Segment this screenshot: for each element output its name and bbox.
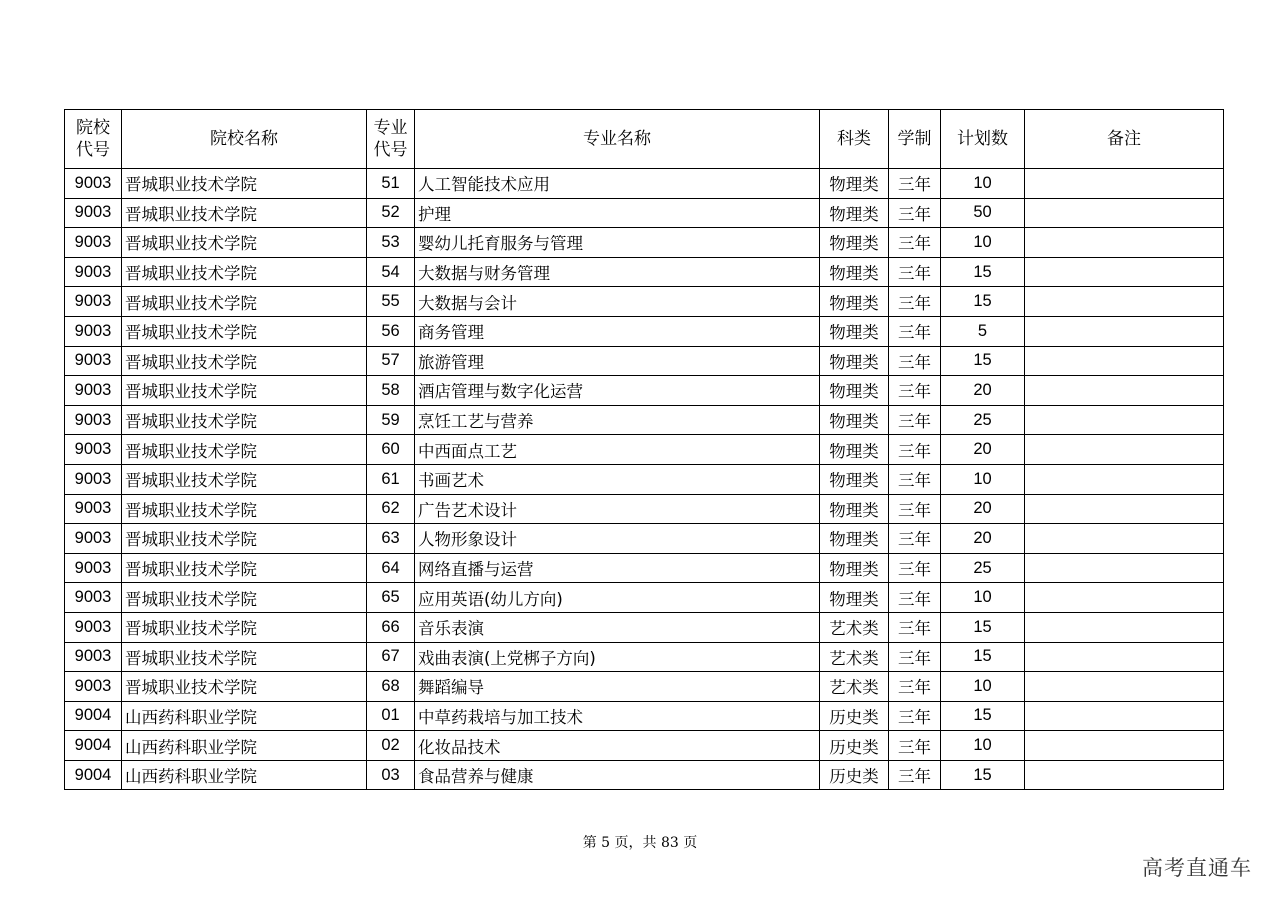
- table-row: [65, 287, 1224, 317]
- cell-school-name: 晋城职业技术学院: [122, 464, 367, 494]
- cell-category: 物理类: [820, 435, 889, 465]
- cell-school-code: 9004: [65, 731, 122, 761]
- cell-major-name: 婴幼儿托育服务与管理: [415, 228, 820, 258]
- cell-duration: 三年: [889, 435, 941, 465]
- cell-school-code: 9003: [65, 435, 122, 465]
- cell-major-code: 64: [367, 553, 415, 583]
- table-row: [65, 583, 1224, 613]
- cell-school-name: 晋城职业技术学院: [122, 553, 367, 583]
- cell-duration: 三年: [889, 287, 941, 317]
- cell-duration: 三年: [889, 346, 941, 376]
- cell-category: 物理类: [820, 346, 889, 376]
- cell-school-name: 晋城职业技术学院: [122, 612, 367, 642]
- cell-category: 物理类: [820, 494, 889, 524]
- cell-major-code: 62: [367, 494, 415, 524]
- cell-major-name: 应用英语(幼儿方向): [415, 583, 820, 613]
- cell-category: 物理类: [820, 553, 889, 583]
- cell-duration: 三年: [889, 228, 941, 258]
- cell-school-code: 9003: [65, 524, 122, 554]
- cell-plan: 10: [941, 672, 1025, 702]
- cell-school-code: 9003: [65, 405, 122, 435]
- cell-plan: 50: [941, 198, 1025, 228]
- cell-duration: 三年: [889, 257, 941, 287]
- cell-duration: 三年: [889, 612, 941, 642]
- cell-school-code: 9003: [65, 287, 122, 317]
- header-school-code-line1: 院校: [76, 118, 110, 138]
- cell-major-name: 中草药栽培与加工技术: [415, 701, 820, 731]
- cell-major-code: 59: [367, 405, 415, 435]
- header-note: 备注: [1025, 110, 1224, 169]
- cell-major-code: 56: [367, 316, 415, 346]
- table-body: [65, 169, 1224, 790]
- cell-duration: 三年: [889, 760, 941, 790]
- cell-note: [1025, 494, 1224, 524]
- cell-note: [1025, 316, 1224, 346]
- cell-major-name: 书画艺术: [415, 464, 820, 494]
- table-row: [65, 316, 1224, 346]
- cell-major-name: 人物形象设计: [415, 524, 820, 554]
- table-row: [65, 346, 1224, 376]
- cell-school-name: 山西药科职业学院: [122, 731, 367, 761]
- header-major-code-line1: 专业: [373, 118, 408, 138]
- cell-school-code: 9003: [65, 612, 122, 642]
- header-school-code: [65, 110, 122, 169]
- cell-category: 物理类: [820, 405, 889, 435]
- cell-major-code: 60: [367, 435, 415, 465]
- cell-plan: 10: [941, 731, 1025, 761]
- table-row: [65, 701, 1224, 731]
- cell-major-code: 01: [367, 701, 415, 731]
- cell-major-name: 网络直播与运营: [415, 553, 820, 583]
- cell-school-code: 9003: [65, 553, 122, 583]
- cell-note: [1025, 612, 1224, 642]
- table-row: [65, 198, 1224, 228]
- cell-major-name: 食品营养与健康: [415, 760, 820, 790]
- cell-school-code: 9003: [65, 169, 122, 199]
- cell-major-code: 03: [367, 760, 415, 790]
- cell-duration: 三年: [889, 731, 941, 761]
- header-major-code: [367, 110, 415, 169]
- cell-note: [1025, 257, 1224, 287]
- cell-school-code: 9003: [65, 672, 122, 702]
- cell-plan: 10: [941, 169, 1025, 199]
- table-row: [65, 672, 1224, 702]
- cell-note: [1025, 435, 1224, 465]
- cell-school-name: 晋城职业技术学院: [122, 642, 367, 672]
- table-row: [65, 760, 1224, 790]
- cell-major-code: 68: [367, 672, 415, 702]
- table-row: [65, 612, 1224, 642]
- cell-category: 物理类: [820, 169, 889, 199]
- header-major-name: 专业名称: [415, 110, 820, 169]
- cell-note: [1025, 524, 1224, 554]
- cell-plan: 20: [941, 435, 1025, 465]
- cell-major-code: 55: [367, 287, 415, 317]
- cell-school-code: 9003: [65, 228, 122, 258]
- cell-major-name: 商务管理: [415, 316, 820, 346]
- cell-major-code: 52: [367, 198, 415, 228]
- cell-school-code: 9003: [65, 583, 122, 613]
- cell-school-code: 9003: [65, 642, 122, 672]
- header-school-code-line2: 代号: [76, 140, 110, 160]
- table-row: [65, 494, 1224, 524]
- cell-school-name: 山西药科职业学院: [122, 760, 367, 790]
- cell-plan: 15: [941, 642, 1025, 672]
- cell-major-name: 人工智能技术应用: [415, 169, 820, 199]
- cell-note: [1025, 376, 1224, 406]
- cell-school-code: 9004: [65, 760, 122, 790]
- cell-school-name: 晋城职业技术学院: [122, 287, 367, 317]
- cell-major-code: 57: [367, 346, 415, 376]
- cell-category: 历史类: [820, 760, 889, 790]
- header-school-name: 院校名称: [122, 110, 367, 169]
- cell-school-name: 晋城职业技术学院: [122, 672, 367, 702]
- cell-category: 物理类: [820, 198, 889, 228]
- table-row: [65, 257, 1224, 287]
- cell-major-name: 戏曲表演(上党梆子方向): [415, 642, 820, 672]
- table-row: [65, 169, 1224, 199]
- cell-major-name: 大数据与会计: [415, 287, 820, 317]
- cell-plan: 20: [941, 494, 1025, 524]
- header-duration: 学制: [889, 110, 941, 169]
- table-row: [65, 731, 1224, 761]
- cell-major-code: 66: [367, 612, 415, 642]
- cell-category: 物理类: [820, 316, 889, 346]
- table-row: [65, 524, 1224, 554]
- cell-duration: 三年: [889, 169, 941, 199]
- cell-school-code: 9003: [65, 464, 122, 494]
- cell-note: [1025, 701, 1224, 731]
- cell-major-code: 51: [367, 169, 415, 199]
- cell-major-code: 58: [367, 376, 415, 406]
- cell-school-name: 晋城职业技术学院: [122, 198, 367, 228]
- cell-note: [1025, 731, 1224, 761]
- cell-plan: 15: [941, 346, 1025, 376]
- cell-note: [1025, 553, 1224, 583]
- cell-plan: 25: [941, 405, 1025, 435]
- cell-school-name: 山西药科职业学院: [122, 701, 367, 731]
- cell-school-name: 晋城职业技术学院: [122, 346, 367, 376]
- cell-plan: 15: [941, 257, 1025, 287]
- cell-plan: 10: [941, 464, 1025, 494]
- cell-plan: 15: [941, 701, 1025, 731]
- cell-duration: 三年: [889, 701, 941, 731]
- cell-category: 物理类: [820, 583, 889, 613]
- cell-category: 艺术类: [820, 672, 889, 702]
- cell-major-code: 54: [367, 257, 415, 287]
- cell-note: [1025, 287, 1224, 317]
- cell-plan: 10: [941, 583, 1025, 613]
- cell-category: 物理类: [820, 524, 889, 554]
- cell-plan: 20: [941, 524, 1025, 554]
- cell-duration: 三年: [889, 524, 941, 554]
- cell-major-code: 53: [367, 228, 415, 258]
- cell-note: [1025, 464, 1224, 494]
- table-row: [65, 464, 1224, 494]
- cell-school-name: 晋城职业技术学院: [122, 257, 367, 287]
- cell-major-name: 舞蹈编导: [415, 672, 820, 702]
- header-major-code-line2: 代号: [373, 140, 408, 160]
- cell-major-code: 61: [367, 464, 415, 494]
- cell-school-name: 晋城职业技术学院: [122, 494, 367, 524]
- page-number: 第 5 页，共 83 页: [582, 835, 698, 851]
- cell-duration: 三年: [889, 376, 941, 406]
- cell-major-name: 旅游管理: [415, 346, 820, 376]
- cell-school-name: 晋城职业技术学院: [122, 169, 367, 199]
- cell-category: 历史类: [820, 701, 889, 731]
- cell-plan: 5: [941, 316, 1025, 346]
- cell-plan: 20: [941, 376, 1025, 406]
- watermark-text: 高考直通车: [1142, 856, 1252, 880]
- cell-note: [1025, 228, 1224, 258]
- cell-category: 物理类: [820, 228, 889, 258]
- table-header-row: [65, 110, 1224, 169]
- cell-duration: 三年: [889, 198, 941, 228]
- cell-duration: 三年: [889, 642, 941, 672]
- cell-category: 物理类: [820, 257, 889, 287]
- cell-school-code: 9003: [65, 494, 122, 524]
- cell-major-name: 护理: [415, 198, 820, 228]
- cell-plan: 25: [941, 553, 1025, 583]
- cell-major-code: 65: [367, 583, 415, 613]
- cell-school-name: 晋城职业技术学院: [122, 524, 367, 554]
- cell-major-name: 大数据与财务管理: [415, 257, 820, 287]
- cell-duration: 三年: [889, 494, 941, 524]
- cell-duration: 三年: [889, 553, 941, 583]
- enrollment-plan-table: [64, 109, 1224, 790]
- cell-school-name: 晋城职业技术学院: [122, 228, 367, 258]
- cell-note: [1025, 346, 1224, 376]
- cell-major-name: 烹饪工艺与营养: [415, 405, 820, 435]
- cell-school-name: 晋城职业技术学院: [122, 316, 367, 346]
- cell-major-name: 酒店管理与数字化运营: [415, 376, 820, 406]
- cell-duration: 三年: [889, 672, 941, 702]
- cell-duration: 三年: [889, 316, 941, 346]
- cell-duration: 三年: [889, 583, 941, 613]
- table-row: [65, 376, 1224, 406]
- table-row: [65, 228, 1224, 258]
- cell-school-code: 9003: [65, 346, 122, 376]
- cell-category: 物理类: [820, 464, 889, 494]
- header-plan: 计划数: [941, 110, 1025, 169]
- cell-plan: 15: [941, 612, 1025, 642]
- header-category: 科类: [820, 110, 889, 169]
- table-row: [65, 405, 1224, 435]
- cell-note: [1025, 760, 1224, 790]
- cell-school-code: 9003: [65, 257, 122, 287]
- cell-major-name: 音乐表演: [415, 612, 820, 642]
- cell-note: [1025, 642, 1224, 672]
- cell-major-code: 63: [367, 524, 415, 554]
- cell-major-name: 广告艺术设计: [415, 494, 820, 524]
- cell-plan: 15: [941, 760, 1025, 790]
- cell-note: [1025, 405, 1224, 435]
- cell-note: [1025, 583, 1224, 613]
- cell-plan: 15: [941, 287, 1025, 317]
- cell-major-code: 02: [367, 731, 415, 761]
- cell-school-name: 晋城职业技术学院: [122, 583, 367, 613]
- cell-school-code: 9003: [65, 198, 122, 228]
- cell-major-code: 67: [367, 642, 415, 672]
- cell-duration: 三年: [889, 464, 941, 494]
- cell-plan: 10: [941, 228, 1025, 258]
- cell-note: [1025, 169, 1224, 199]
- table-row: [65, 553, 1224, 583]
- cell-note: [1025, 198, 1224, 228]
- table-row: [65, 435, 1224, 465]
- cell-school-code: 9004: [65, 701, 122, 731]
- cell-major-name: 中西面点工艺: [415, 435, 820, 465]
- cell-school-code: 9003: [65, 316, 122, 346]
- cell-school-name: 晋城职业技术学院: [122, 376, 367, 406]
- cell-school-name: 晋城职业技术学院: [122, 405, 367, 435]
- cell-duration: 三年: [889, 405, 941, 435]
- cell-category: 艺术类: [820, 612, 889, 642]
- cell-category: 历史类: [820, 731, 889, 761]
- cell-school-code: 9003: [65, 376, 122, 406]
- cell-school-name: 晋城职业技术学院: [122, 435, 367, 465]
- table-row: [65, 642, 1224, 672]
- cell-note: [1025, 672, 1224, 702]
- cell-major-name: 化妆品技术: [415, 731, 820, 761]
- cell-category: 物理类: [820, 376, 889, 406]
- cell-category: 艺术类: [820, 642, 889, 672]
- cell-category: 物理类: [820, 287, 889, 317]
